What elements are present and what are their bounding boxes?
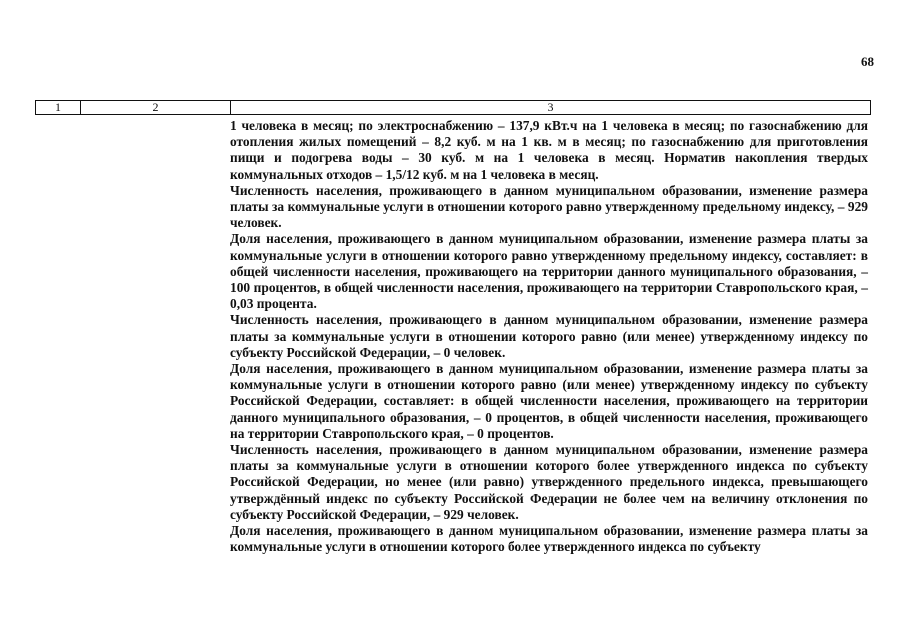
paragraph: Доля населения, проживающего в данном муниципальном образовании, изменение размера платы за коммунальные услуги в отношении которого равно (или менее) утвержденному индексу по субъекту Российской Федерации, составляет: в общей численности населения, проживающего на территории данного муниципального образования, – 0 процентов, в общей численности населения, проживающего на территории Ставропольского края, – 0 процентов. <box>230 361 868 441</box>
paragraph: Доля населения, проживающего в данном муниципальном образовании, изменение размера платы за коммунальные услуги в отношении которого более утвержденного индекса по субъекту <box>230 523 868 555</box>
column-number-1: 1 <box>36 101 81 114</box>
page-number: 68 <box>861 54 874 69</box>
paragraph: Численность населения, проживающего в данном муниципальном образовании, изменение размера платы за коммунальные услуги в отношении которого более утвержденного индекса по субъекту Российской Федерации, но менее (или равно) утвержденного предельного индекса, превышающего утверждённый индекс по субъекту Российской Федерации не более чем на величину отклонения по субъекту Российской Федерации, – 929 человек. <box>230 442 868 522</box>
column-number-2: 2 <box>81 101 231 114</box>
document-body <box>230 118 868 555</box>
paragraph: Доля населения, проживающего в данном муниципальном образовании, изменение размера платы за коммунальные услуги в отношении которого равно утвержденному предельному индексу, составляет: в общей численности населения, проживающего на территории данного муниципального образования, – 100 процентов, в общей численности населения, проживающего на территории Ставропольского края, – 0,03 процента. <box>230 231 868 312</box>
table-column-header <box>35 100 871 115</box>
column-number-3: 3 <box>547 100 554 114</box>
paragraph: Численность населения, проживающего в данном муниципальном образовании, изменение размера платы за коммунальные услуги в отношении которого равно (или менее) утвержденному индексу по субъекту Российской Федерации, – 0 человек. <box>230 312 868 360</box>
paragraph: Численность населения, проживающего в данном муниципальном образовании, изменение размера платы за коммунальные услуги в отношении которого равно утвержденному предельному индексу, – 929 человек. <box>230 182 868 231</box>
paragraph: 1 человека в месяц; по электроснабжению – 137,9 кВт.ч на 1 человека в месяц; по газоснабжению для отопления жилых помещений – 8,2 куб. м на 1 кв. м в месяц; по газоснабжению для приготовления пищи и подогрева воды – 30 куб. м на 1 человека в месяц. Норматив накопления твердых коммунальных отходов – 1,5/12 куб. м на 1 человека в месяц. <box>230 118 868 182</box>
